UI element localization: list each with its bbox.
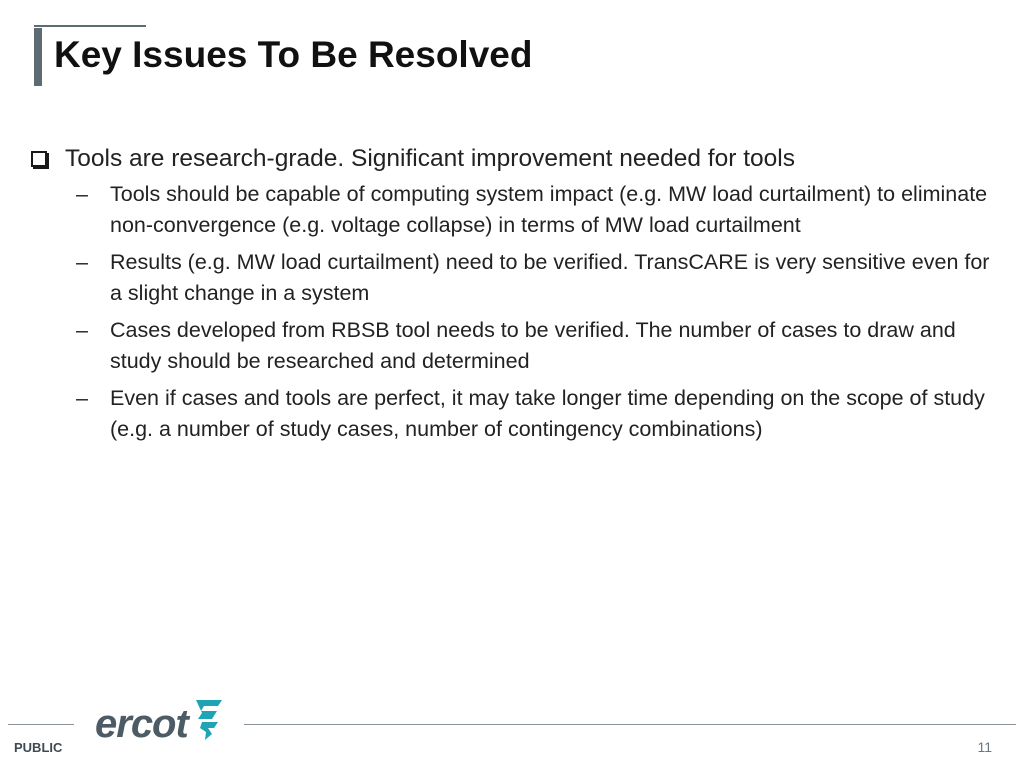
checkbox-bullet-icon [31,151,47,167]
title-accent-bar [34,28,42,86]
classification-label: PUBLIC [14,740,63,755]
sub-bullet-list [30,179,1000,444]
ercot-logo [95,700,226,747]
dash-bullet: – [76,182,88,206]
sub-bullet [30,247,1000,308]
main-bullet [30,143,1000,175]
page-number: 11 [977,739,992,755]
dash-bullet: – [76,250,88,274]
logo-wordmark: ercot [95,701,188,746]
footer-rule-right [244,724,1016,725]
footer-rule-left [8,724,74,725]
sub-bullet-text: Tools should be capable of computing system impact (e.g. MW load curtailment) to eliminate non-convergence (e.g. voltage collapse) in terms of MW load curtailment [110,182,988,237]
dash-bullet: – [76,386,88,410]
sub-bullet [30,179,1000,240]
title-top-rule [34,25,146,27]
dash-bullet: – [76,318,88,342]
sub-bullet [30,315,1000,376]
slide-title: Key Issues To Be Resolved [54,34,533,75]
ercot-texas-mark-icon [192,696,226,747]
slide-content [30,143,1000,451]
main-bullet-text: Tools are research-grade. Significant improvement needed for tools [65,145,795,172]
sub-bullet-text: Cases developed from RBSB tool needs to be verified. The number of cases to draw and study should be researched and determined [110,318,956,373]
sub-bullet [30,383,1000,444]
sub-bullet-text: Even if cases and tools are perfect, it may take longer time depending on the scope of study (e.g. a number of study cases, number of contingency combinations) [110,386,985,441]
sub-bullet-text: Results (e.g. MW load curtailment) need to be verified. TransCARE is very sensitive even for a slight change in a system [110,250,990,305]
